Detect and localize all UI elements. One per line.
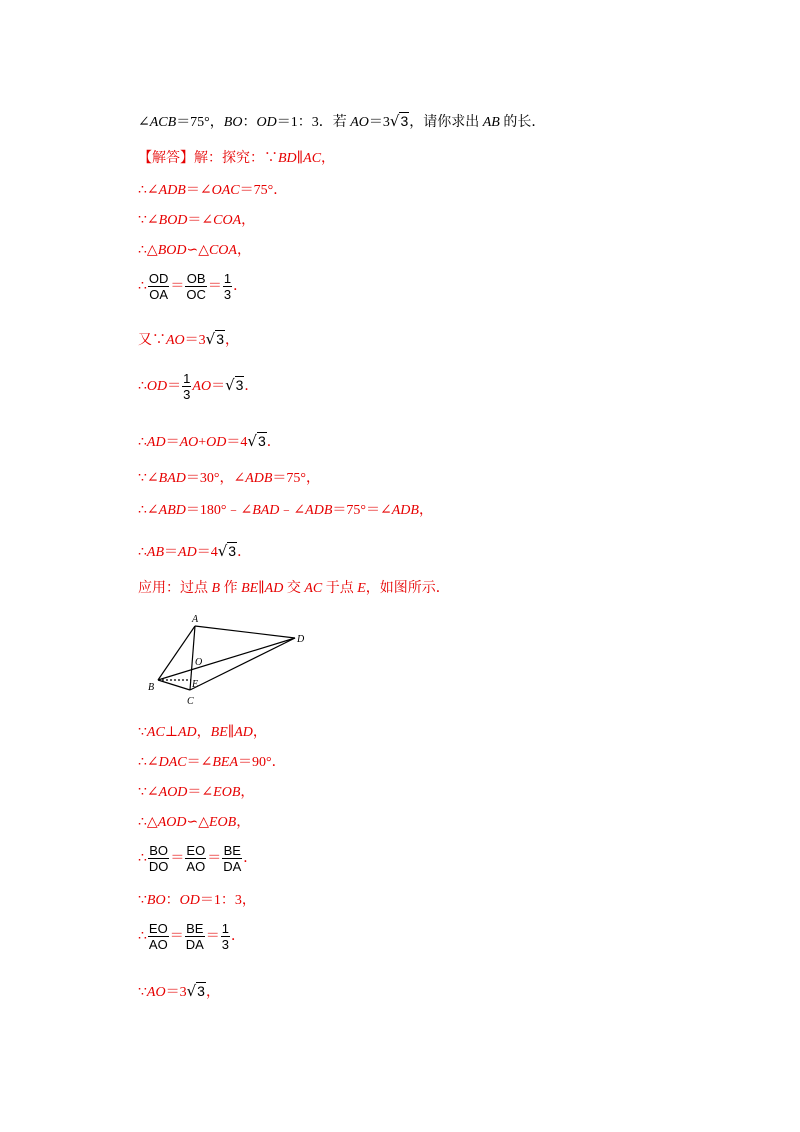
step-angle-bod: ∵∠BOD＝∠COA， <box>138 213 256 228</box>
fraction: $\frac{1}{3}$ <box>183 371 191 403</box>
fraction: $\frac{BE}{DA}$ <box>223 843 242 875</box>
fraction-line-3: ∴ $\frac{EO}{AO}$ ＝ $\frac{BE}{DA}$ ＝ $\frac{1}{3}$ ． <box>138 921 246 953</box>
application-intro: 应用：过点 B 作 BE∥AD 交 AC 于点 E，如图所示． <box>138 581 450 596</box>
segment-ab <box>158 626 195 680</box>
fraction: $\frac{BE}{DA}$ <box>185 921 204 953</box>
step-ratio: ∵BO：OD＝1：3， <box>138 893 256 908</box>
label-c: C <box>187 696 194 707</box>
sqrt-symbol: √ <box>389 112 400 130</box>
step-right-angles: ∴∠DAC＝∠BEA＝90°． <box>138 755 286 770</box>
fraction: $\frac{OD}{OA}$ <box>148 271 169 303</box>
step-vertical-angles: ∵∠AOD＝∠EOB， <box>138 785 255 800</box>
segment-bc <box>158 680 190 690</box>
fraction-line-1: ∴ $\frac{OD}{OA}$ ＝ $\frac{OB}{OC}$ ＝ $\frac{1}{3}$ ． <box>138 271 248 303</box>
step-similar-1: ∴△BOD∽△COA， <box>138 243 251 258</box>
step-od-value: ∴OD＝ $\frac{1}{3}$ AO＝√3． <box>138 371 259 403</box>
label-d: D <box>297 634 305 645</box>
fraction: $\frac{1}{3}$ <box>223 271 232 303</box>
fraction: $\frac{BO}{DO}$ <box>148 843 169 875</box>
step-angle-abd: ∴∠ABD＝180°﹣∠BAD﹣∠ADB＝75°＝∠ADB， <box>138 503 433 518</box>
solution-start: 【解答】解：探究：∵BD∥AC， <box>138 151 336 166</box>
geometry-figure <box>140 608 310 708</box>
fraction: $\frac{EO}{AO}$ <box>186 843 206 875</box>
step-angle-bad: ∵∠BAD＝30°，∠ADB＝75°， <box>138 471 321 486</box>
step-ao-again: ∵AO＝3√3， <box>138 982 220 1000</box>
label-o: O <box>195 657 203 668</box>
sqrt-symbol: √ <box>205 330 216 348</box>
step-ad-value: ∴AD＝AO+OD＝4√3． <box>138 432 281 450</box>
step-similar-2: ∴△AOD∽△EOB， <box>138 815 251 830</box>
sqrt-symbol: √ <box>217 542 228 560</box>
sqrt-symbol: √ <box>225 376 235 394</box>
step-perp: ∵AC⊥AD，BE∥AD， <box>138 725 267 740</box>
label-a: A <box>192 614 199 625</box>
segment-bd <box>158 638 295 680</box>
fraction: $\frac{OB}{OC}$ <box>186 271 206 303</box>
answer-tag: 【解答】 <box>138 151 194 166</box>
step-ao-value: 又∵AO＝3√3， <box>138 330 240 348</box>
sqrt-symbol: √ <box>247 432 257 450</box>
segment-cd <box>190 638 295 690</box>
segment-ad <box>195 626 295 638</box>
label-e: E <box>192 679 199 690</box>
label-b: B <box>148 682 155 693</box>
step-angle-adb: ∴∠ADB＝∠OAC＝75°． <box>138 183 288 198</box>
sqrt-symbol: √ <box>186 982 197 1000</box>
fraction-line-2: ∴ $\frac{BO}{DO}$ ＝ $\frac{EO}{AO}$ ＝ $\frac{BE}{DA}$ ． <box>138 843 258 875</box>
fraction: $\frac{EO}{AO}$ <box>148 921 168 953</box>
fraction: $\frac{1}{3}$ <box>221 921 230 953</box>
problem-statement: ∠ACB＝75°，BO：OD＝1：3．若 AO＝3√3，请你求出 AB 的长． <box>138 112 546 130</box>
step-ab-value: ∴AB＝AD＝4√3． <box>138 542 252 560</box>
